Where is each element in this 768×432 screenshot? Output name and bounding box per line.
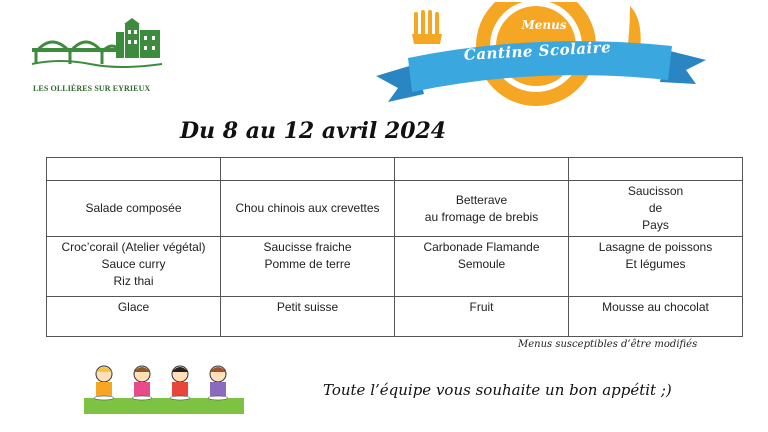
cell-line: Pays	[642, 218, 669, 232]
table-cell	[569, 181, 743, 237]
cell-line: de	[648, 201, 663, 215]
cell-line: Croc’corail (Atelier végétal)	[61, 240, 206, 254]
banner-small-text: Menus	[521, 18, 567, 32]
header-cell	[569, 158, 743, 181]
table-header-row	[47, 158, 743, 181]
header-cell	[395, 158, 569, 181]
table-cell	[221, 237, 395, 297]
logo-text: LES OLLIÈRES SUR EYRIEUX	[33, 84, 151, 93]
table-cell	[395, 237, 569, 297]
cell-line: Betterave	[455, 192, 508, 207]
village-logo	[30, 18, 165, 93]
cell-line: Riz thai	[113, 274, 154, 288]
table-cell	[221, 297, 395, 337]
table-cell	[47, 181, 221, 237]
table-cell	[221, 181, 395, 237]
cell-line: Lasagne de poissons	[598, 240, 713, 254]
cell-line: Carbonade Flamande	[423, 240, 540, 254]
cell-line: Glace	[117, 300, 150, 314]
fork-icon	[412, 10, 442, 44]
cell-line: Semoule	[457, 257, 506, 271]
children-eating-icon	[84, 362, 244, 414]
header-cell	[47, 158, 221, 181]
table-cell	[569, 297, 743, 337]
bon-appetit-message: Toute l’équipe vous souhaite un bon appétit ;)	[323, 381, 672, 399]
disclaimer-note: Menus susceptibles d’être modifiés	[518, 339, 698, 350]
table-row	[47, 181, 743, 237]
cell-line: Et légumes	[625, 257, 686, 271]
cell-line: Fruit	[469, 300, 494, 314]
table-cell	[47, 237, 221, 297]
cell-line: Petit suisse	[276, 300, 339, 314]
cell-line: Pomme de terre	[264, 257, 351, 271]
table-cell	[395, 297, 569, 337]
table-cell	[47, 297, 221, 337]
cell-line: Salade composée	[85, 201, 182, 215]
bridge-logo-icon	[30, 18, 165, 80]
cell-line: Saucisse fraiche	[263, 240, 352, 254]
table-row	[47, 237, 743, 297]
menu-table	[46, 157, 743, 337]
cell-line: au fromage de brebis	[424, 209, 539, 224]
table-cell	[569, 237, 743, 297]
table-cell	[395, 181, 569, 237]
cell-line: Saucisson	[627, 184, 684, 198]
cell-line: Chou chinois aux crevettes	[235, 201, 380, 215]
header-cell	[221, 158, 395, 181]
cell-line: Mousse au chocolat	[602, 300, 709, 314]
cell-line: Sauce curry	[101, 257, 166, 271]
page-title: Du 8 au 12 avril 2024	[180, 118, 447, 144]
banner-title: Cantine Scolaire	[463, 38, 612, 64]
table-row	[47, 297, 743, 337]
